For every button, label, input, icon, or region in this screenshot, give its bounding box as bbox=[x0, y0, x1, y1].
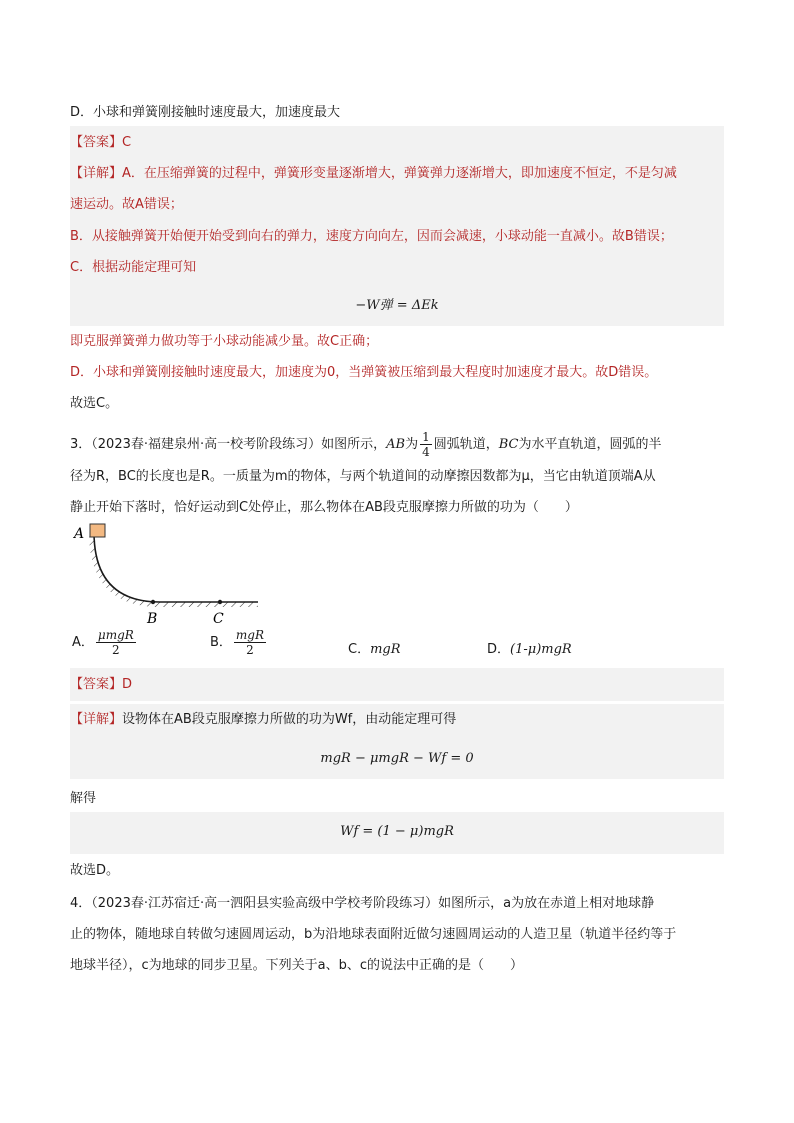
q3-ab: AB bbox=[386, 437, 406, 452]
q3-prefix: 3．（2023春·福建泉州·高一校考阶段练习）如图所示， bbox=[70, 437, 387, 452]
answer-value: C bbox=[122, 135, 132, 150]
q3-stem-line3: 静止开始下落时，恰好运动到C处停止，那么物体在AB段克服摩擦力所做的功为（ ） bbox=[70, 500, 578, 515]
block-icon bbox=[90, 524, 105, 537]
q3-mid: 为 bbox=[405, 437, 419, 452]
frac-den: 2 bbox=[112, 643, 120, 657]
point-c bbox=[218, 600, 222, 604]
q3-answer bbox=[70, 676, 132, 694]
q3-answer-block bbox=[70, 668, 724, 701]
q2-detail-line1 bbox=[70, 165, 677, 183]
q3-solve: 解得 bbox=[70, 791, 97, 806]
frac-num: μmgR bbox=[97, 628, 134, 642]
frac-num: mgR bbox=[235, 628, 265, 642]
label-b: B bbox=[147, 611, 158, 627]
q3-formula2: Wf = (1 − μ)mgR bbox=[340, 824, 454, 839]
q3-fraction bbox=[420, 430, 432, 459]
q2-detail-line3: B．从接触弹簧开始便开始受到向右的弹力，速度方向向左，因而会减速，小球动能一直减小。故B错误； bbox=[70, 229, 673, 244]
answer-label: 【答案】 bbox=[70, 677, 123, 692]
track-line bbox=[94, 532, 258, 602]
q4-stem-line3: 地球半径），c为地球的同步卫星。下列关于a、b、c的说法中正确的是（ ） bbox=[70, 958, 524, 973]
track-hatching bbox=[89, 532, 258, 607]
q2-conclusion: 故选C。 bbox=[70, 396, 119, 411]
q2-detail-line2: 速运动。故A错误； bbox=[70, 197, 183, 212]
option-letter: C． bbox=[348, 642, 371, 657]
q4-stem-line1: 4．（2023春·江苏宿迁·高一泗阳县实验高级中学校考阶段练习）如图所示，a为放在赤道上相对地球静 bbox=[70, 896, 655, 911]
option-fraction bbox=[234, 628, 266, 657]
q3-option-b[interactable] bbox=[210, 628, 268, 657]
q3-option-c[interactable] bbox=[348, 638, 401, 657]
frac-den: 2 bbox=[246, 643, 254, 657]
q3-track-figure bbox=[72, 520, 272, 630]
detail-text: A．在压缩弹簧的过程中，弹簧形变量逐渐增大，弹簧弹力逐渐增大，即加速度不恒定，不是匀减 bbox=[122, 166, 677, 181]
option-text: (1-μ)mgR bbox=[510, 642, 572, 657]
q3-option-d[interactable] bbox=[487, 638, 572, 657]
answer-label: 【答案】 bbox=[70, 135, 123, 150]
frac-den: 4 bbox=[422, 445, 430, 459]
q3-end: 为水平直轨道，圆弧的半 bbox=[518, 437, 662, 452]
point-b bbox=[151, 600, 155, 604]
q2-answer bbox=[70, 134, 131, 152]
q3-detail bbox=[70, 711, 456, 729]
option-fraction bbox=[96, 628, 136, 657]
q3-formula1: mgR − μmgR − Wf = 0 bbox=[320, 751, 474, 766]
q2-formula: −W弹 = ΔEk bbox=[355, 298, 439, 313]
q3-rest: 圆弧轨道， bbox=[433, 437, 499, 452]
q2-after-formula: 即克服弹簧弹力做功等于小球动能减少量。故C正确； bbox=[70, 334, 379, 349]
option-letter: B． bbox=[210, 635, 232, 650]
detail-text: 设物体在AB段克服摩擦力所做的功为Wf，由动能定理可得 bbox=[122, 712, 457, 727]
q2-detail-d: D．小球和弹簧刚接触时速度最大，加速度为0，当弹簧被压缩到最大程度时加速度才最大。故D错误。 bbox=[70, 365, 658, 380]
detail-label: 【详解】 bbox=[70, 166, 123, 181]
q3-conclusion: 故选D。 bbox=[70, 863, 120, 878]
answer-value: D bbox=[122, 677, 133, 692]
q3-stem-line2: 径为R，BC的长度也是R。一质量为m的物体，与两个轨道间的动摩擦因数都为μ，当它由轨道顶端A从 bbox=[70, 469, 656, 484]
detail-label: 【详解】 bbox=[70, 712, 123, 727]
q2-detail-line4: C．根据动能定理可知 bbox=[70, 260, 197, 275]
q3-bc: BC bbox=[498, 437, 519, 452]
label-a: A bbox=[74, 526, 85, 542]
q4-stem-line2: 止的物体，随地球自转做匀速圆周运动，b为沿地球表面附近做匀速圆周运动的人造卫星（轨道半径约等于 bbox=[70, 927, 677, 942]
option-letter: D． bbox=[487, 642, 511, 657]
option-letter: A． bbox=[72, 635, 94, 650]
q3-option-a[interactable] bbox=[72, 628, 138, 657]
option-text: mgR bbox=[370, 642, 401, 657]
q3-stem-line1 bbox=[70, 430, 662, 459]
frac-num: 1 bbox=[422, 430, 430, 444]
label-c: C bbox=[213, 611, 224, 627]
q2-option-d: D．小球和弹簧刚接触时速度最大，加速度最大 bbox=[70, 105, 341, 120]
